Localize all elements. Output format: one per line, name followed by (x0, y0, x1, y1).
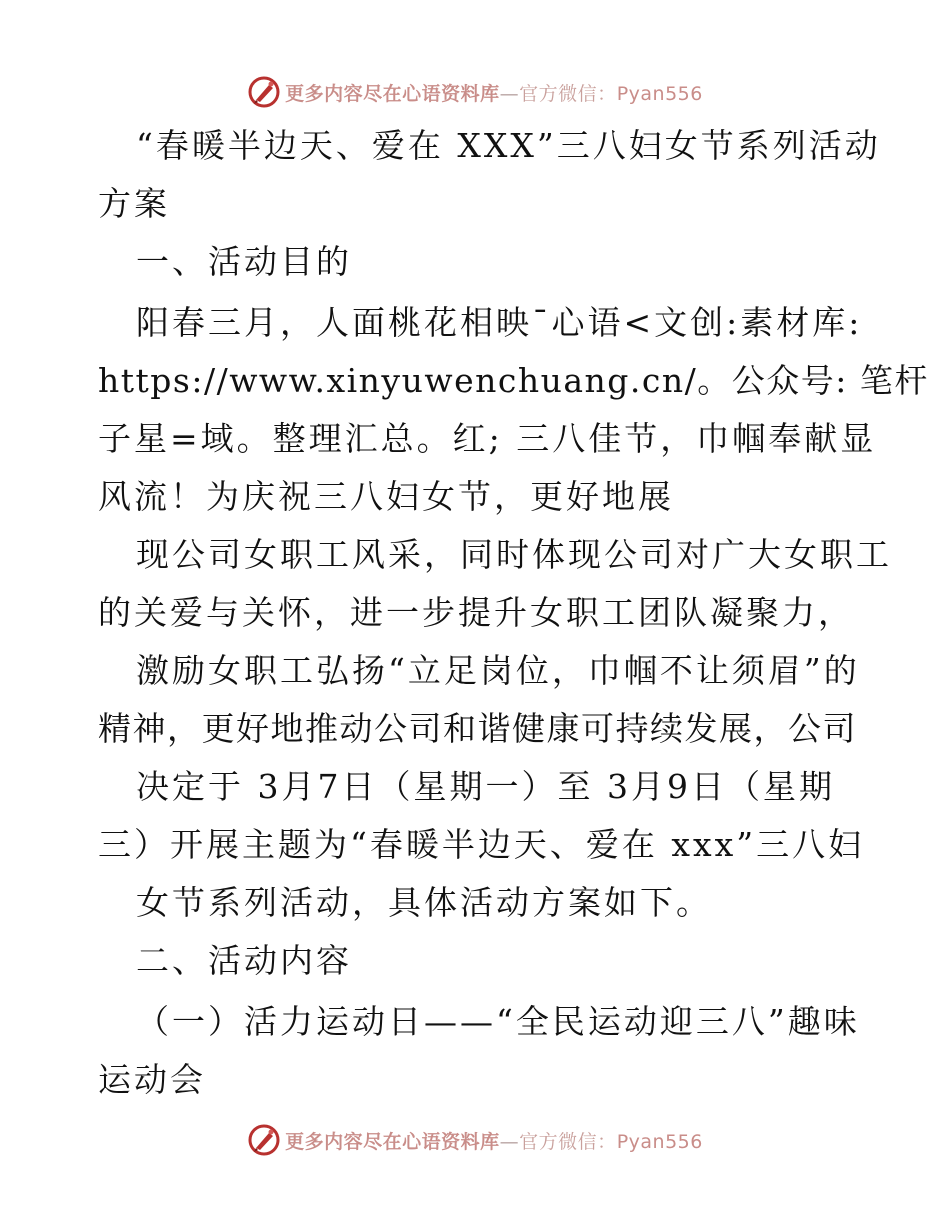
watermark-separator: — (499, 1130, 520, 1153)
watermark-separator: — (499, 82, 520, 105)
watermark-main: 更多内容尽在心语资料库 (285, 1130, 500, 1153)
document-title-line-1: “春暖半边天、爱在 XXX”三八妇女节系列活动 (136, 126, 881, 165)
paragraph-line: 风流！为庆祝三八妇女节，更好地展 (98, 477, 674, 516)
paragraph-line: 决定于 3月7日（星期一）至 3月9日（星期 (136, 767, 835, 806)
header-watermark (0, 72, 950, 112)
paragraph-line: 精神，更好地推动公司和谐健康可持续发展，公司 (98, 709, 857, 748)
watermark-group (247, 1123, 703, 1157)
section-heading-purpose: 一、活动目的 (136, 242, 352, 281)
paragraph-line: 的关爱与关怀，进一步提升女职工团队凝聚力， (98, 593, 854, 632)
paragraph-line: 现公司女职工风采，同时体现公司对广大女职工 (136, 535, 892, 574)
paragraph-line: 激励女职工弘扬“立足岗位，巾帼不让须眉”的 (136, 651, 860, 690)
watermark-wechat-label: 官方微信： (519, 1130, 617, 1153)
section-heading-content: 二、活动内容 (136, 941, 352, 980)
quill-pen-logo-icon (247, 1123, 281, 1157)
paragraph-line: https://www.xinyuwenchuang.cn/。公众号: 笔杆 (98, 361, 929, 400)
paragraph-line: 三）开展主题为“春暖半边天、爱在 xxx”三八妇 (98, 825, 865, 864)
subsection-heading-line-1: （一）活力运动日——“全民运动迎三八”趣味 (136, 1002, 860, 1041)
watermark-wechat-id: Pyan556 (616, 82, 703, 105)
paragraph-line: 子星=域。整理汇总。红; 三八佳节，巾帼奉献显 (98, 419, 877, 458)
watermark-text (285, 79, 703, 106)
subsection-heading-line-2: 运动会 (98, 1060, 206, 1099)
paragraph-line: 阳春三月，人面桃花相映¯心语<文创:素材库: (136, 303, 863, 342)
document-title-line-2: 方案 (98, 184, 170, 223)
watermark-text (285, 1127, 703, 1154)
watermark-group (247, 75, 703, 109)
watermark-main: 更多内容尽在心语资料库 (285, 82, 500, 105)
watermark-wechat-label: 官方微信： (519, 82, 617, 105)
footer-watermark (0, 1120, 950, 1160)
paragraph-line: 女节系列活动，具体活动方案如下。 (136, 883, 712, 922)
watermark-wechat-id: Pyan556 (616, 1130, 703, 1153)
quill-pen-logo-icon (247, 75, 281, 109)
